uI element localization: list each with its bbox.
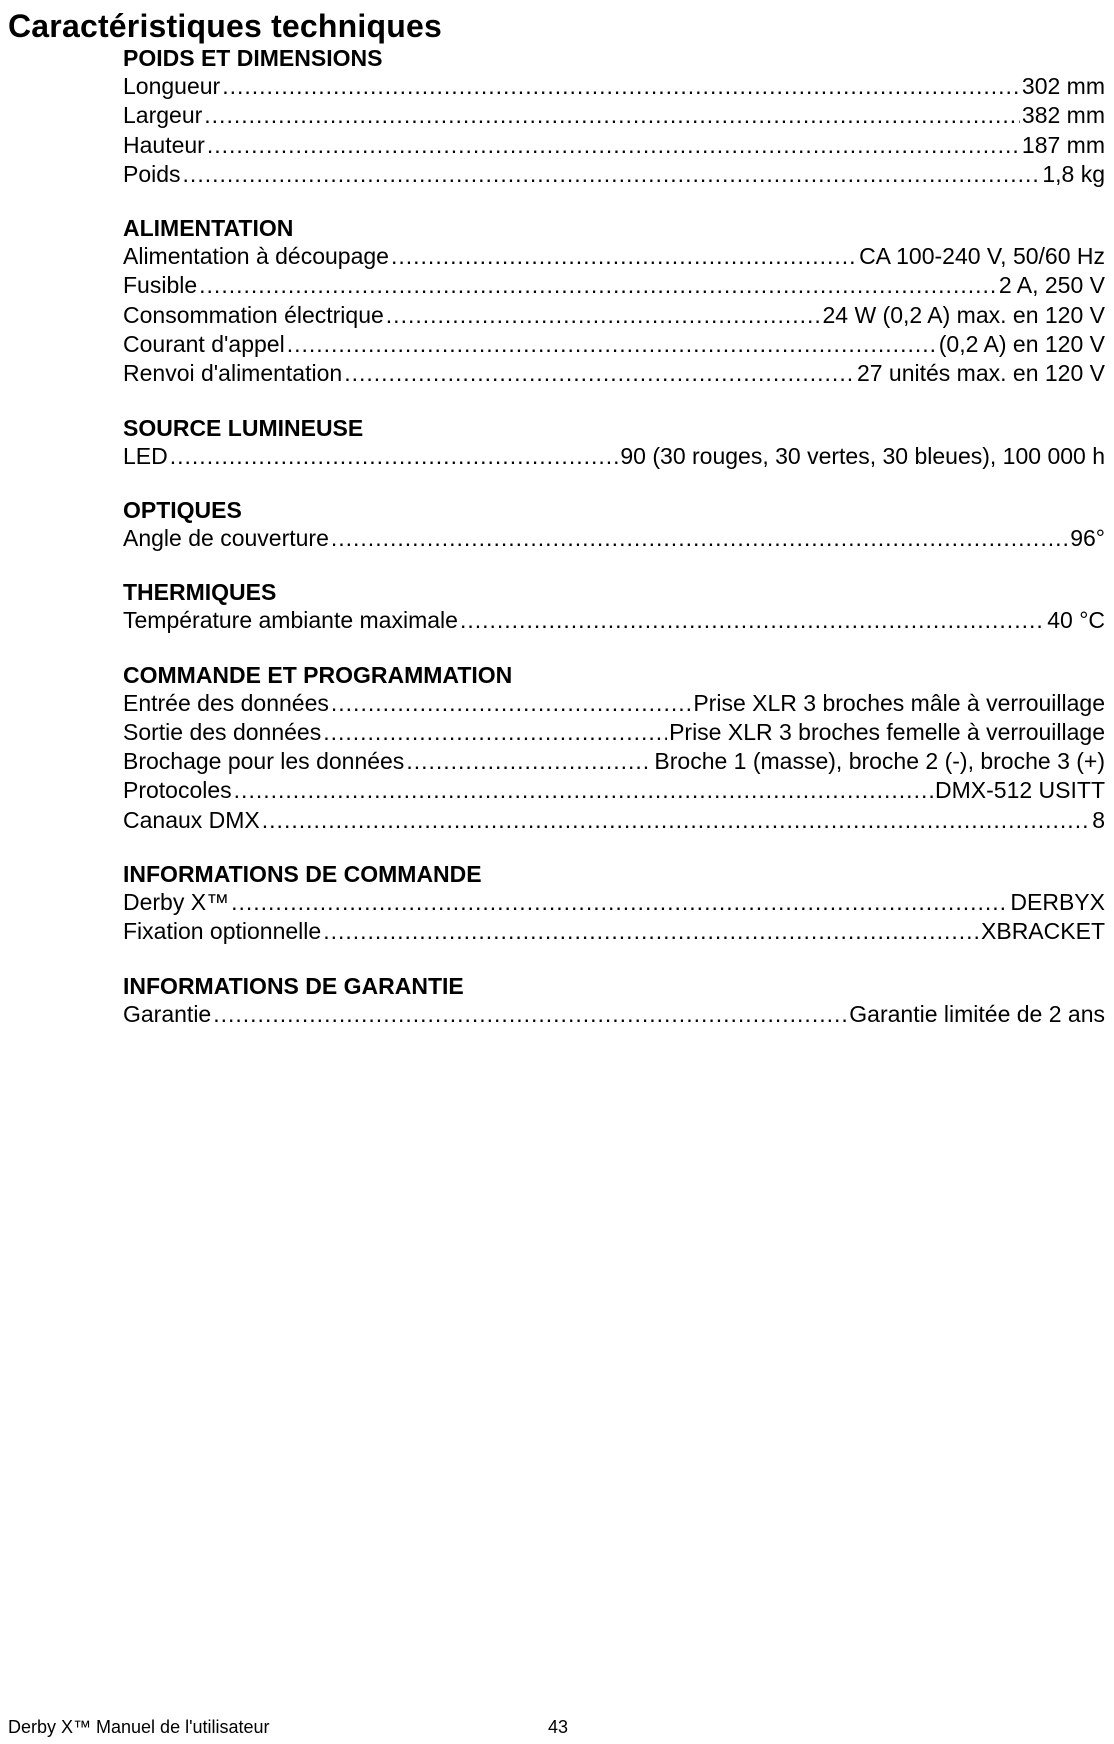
- spec-value: DMX-512 USITT: [935, 777, 1105, 804]
- spec-label: Entrée des données: [123, 689, 329, 716]
- dot-leader: [323, 718, 667, 747]
- dot-leader: [406, 747, 652, 776]
- dot-leader: [344, 359, 855, 388]
- spec-value: 90 (30 rouges, 30 vertes, 30 bleues), 100 000 h: [620, 442, 1105, 469]
- spec-value: 8: [1092, 806, 1105, 833]
- spec-value: Prise XLR 3 broches mâle à verrouillage: [693, 689, 1105, 716]
- dot-leader: [199, 271, 997, 300]
- spec-label: Température ambiante maximale: [123, 607, 458, 634]
- section-optiques: [123, 496, 1105, 553]
- spec-value: 382 mm: [1021, 102, 1105, 129]
- spec-value: 40 °C: [1047, 607, 1105, 634]
- section-heading: COMMANDE ET PROGRAMMATION: [123, 661, 513, 688]
- section-heading: ALIMENTATION: [123, 215, 294, 242]
- spec-label: Renvoi d'alimentation: [123, 360, 343, 387]
- dot-leader: [323, 917, 979, 946]
- section-gap: [123, 471, 1105, 496]
- spec-label: Derby X™: [123, 889, 230, 916]
- section-heading: THERMIQUES: [123, 579, 277, 606]
- spec-label: Canaux DMX: [123, 806, 260, 833]
- spec-row-poids: [123, 160, 1105, 189]
- section-heading: INFORMATIONS DE GARANTIE: [123, 972, 464, 999]
- spec-label: Protocoles: [123, 777, 232, 804]
- spec-label: Angle de couverture: [123, 524, 329, 551]
- dot-leader: [170, 442, 619, 471]
- page-footer: Derby X™ Manuel de l'utilisateur: [8, 1717, 270, 1737]
- spec-row-hauteur: [123, 131, 1105, 160]
- dot-leader: [231, 888, 1008, 917]
- section-thermiques: [123, 578, 1105, 635]
- spec-label: Alimentation à découpage: [123, 243, 389, 270]
- spec-value: 1,8 kg: [1042, 160, 1105, 187]
- page-title: Caractéristiques techniques: [8, 8, 442, 44]
- spec-label: Sortie des données: [123, 718, 322, 745]
- spec-row-brochage: [123, 747, 1105, 776]
- spec-label: Largeur: [123, 102, 203, 129]
- spec-row-sortie-donnees: [123, 718, 1105, 747]
- spec-row-led: [123, 442, 1105, 471]
- section-gap: [123, 835, 1105, 860]
- section-commande-programmation: [123, 661, 1105, 835]
- spec-label: Consommation électrique: [123, 301, 384, 328]
- spec-content: [123, 44, 1105, 1029]
- spec-label: Brochage pour les données: [123, 748, 405, 775]
- spec-row-renvoi: [123, 359, 1105, 388]
- dot-leader: [183, 160, 1041, 189]
- section-gap: [123, 189, 1105, 214]
- spec-row-fusible: [123, 271, 1105, 300]
- section-informations-garantie: [123, 972, 1105, 1029]
- spec-value: 96°: [1070, 524, 1105, 551]
- spec-value: 187 mm: [1021, 131, 1105, 158]
- spec-row-canaux-dmx: [123, 806, 1105, 835]
- section-alimentation: [123, 214, 1105, 388]
- spec-value: XBRACKET: [981, 918, 1105, 945]
- spec-label: Longueur: [123, 73, 221, 99]
- spec-label: LED: [123, 442, 168, 469]
- section-gap: [123, 553, 1105, 578]
- spec-row-courant-appel: [123, 330, 1105, 359]
- spec-value: 302 mm: [1021, 73, 1105, 99]
- spec-value: Prise XLR 3 broches femelle à verrouillage: [669, 718, 1105, 745]
- dot-leader: [234, 776, 933, 805]
- spec-row-alimentation-decoupage: [123, 242, 1105, 271]
- spec-row-fixation: [123, 917, 1105, 946]
- spec-label: Poids: [123, 160, 181, 187]
- dot-leader: [213, 1000, 847, 1029]
- dot-leader: [331, 689, 691, 718]
- spec-value: 24 W (0,2 A) max. en 120 V: [822, 301, 1105, 328]
- spec-label: Fixation optionnelle: [123, 918, 322, 945]
- spec-label: Garantie: [123, 1000, 212, 1027]
- section-informations-commande: [123, 860, 1105, 947]
- spec-value: CA 100-240 V, 50/60 Hz: [859, 243, 1105, 270]
- dot-leader: [204, 101, 1020, 130]
- section-gap: [123, 389, 1105, 414]
- dot-leader: [331, 524, 1068, 553]
- section-gap: [123, 947, 1105, 972]
- section-poids-dimensions: [123, 44, 1105, 189]
- section-heading: SOURCE LUMINEUSE: [123, 414, 364, 441]
- spec-row-temperature: [123, 606, 1105, 635]
- dot-leader: [386, 301, 821, 330]
- section-source-lumineuse: [123, 414, 1105, 471]
- dot-leader: [460, 606, 1045, 635]
- spec-row-longueur: [123, 72, 1105, 101]
- dot-leader: [287, 330, 937, 359]
- spec-value: 2 A, 250 V: [998, 272, 1105, 299]
- spec-row-largeur: [123, 101, 1105, 130]
- spec-row-derby-x: [123, 888, 1105, 917]
- spec-label: Courant d'appel: [123, 331, 285, 358]
- dot-leader: [262, 806, 1090, 835]
- spec-value: Garantie limitée de 2 ans: [849, 1000, 1105, 1027]
- section-heading: INFORMATIONS DE COMMANDE: [123, 861, 482, 888]
- section-heading: OPTIQUES: [123, 496, 242, 523]
- section-gap: [123, 636, 1105, 661]
- spec-row-angle: [123, 524, 1105, 553]
- spec-value: DERBYX: [1010, 889, 1105, 916]
- page-number: 43: [548, 1717, 569, 1737]
- dot-leader: [207, 131, 1020, 160]
- spec-row-consommation: [123, 301, 1105, 330]
- spec-row-protocoles: [123, 776, 1105, 805]
- spec-label: Fusible: [123, 272, 198, 299]
- spec-value: 27 unités max. en 120 V: [856, 360, 1105, 387]
- dot-leader: [222, 72, 1020, 101]
- spec-value: Broche 1 (masse), broche 2 (-), broche 3 (+): [654, 748, 1105, 775]
- dot-leader: [391, 242, 857, 271]
- spec-row-garantie: [123, 1000, 1105, 1029]
- spec-row-entree-donnees: [123, 689, 1105, 718]
- section-heading: POIDS ET DIMENSIONS: [123, 45, 383, 71]
- spec-value: (0,2 A) en 120 V: [938, 331, 1105, 358]
- spec-label: Hauteur: [123, 131, 205, 158]
